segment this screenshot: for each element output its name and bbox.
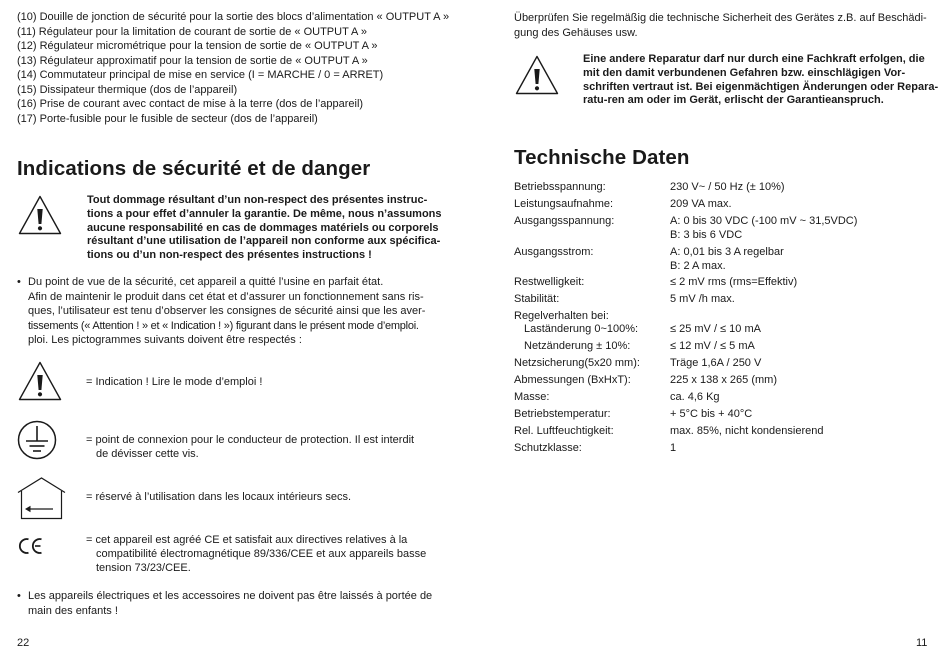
spec-value: 225 x 138 x 265 (mm)	[670, 374, 777, 386]
spec-label: Rel. Luftfeuchtigkeit:	[514, 425, 614, 437]
spec-value: 230 V~ / 50 Hz (± 10%)	[670, 181, 785, 193]
intro-line: gung des Gehäuses usw.	[514, 26, 638, 39]
spec-label: Laständerung 0~100%:	[524, 323, 639, 335]
spec-label: Betriebsspannung:	[514, 181, 606, 193]
warning-line: mit den damit verbundenen Gefahren bzw. einschlägigen Vor-	[583, 66, 906, 79]
ce-label: = cet appareil est agréé CE et satisfait aux directives relatives à la	[86, 534, 408, 546]
spec-value: ≤ 2 mV rms (rms=Effektiv)	[670, 276, 798, 288]
ground-label: = point de connexion pour le conducteur de protection. Il est interdit	[86, 434, 415, 446]
ce-mark-icon	[18, 537, 44, 555]
list-item: (17) Porte-fusible pour le fusible de secteur (dos de l’appareil)	[17, 112, 318, 125]
ground-label: de dévisser cette vis.	[96, 448, 199, 460]
spec-value: ≤ 25 mV / ≤ 10 mA	[670, 323, 761, 335]
spec-label: Regelverhalten bei:	[514, 310, 609, 322]
list-item: (15) Dissipateur thermique (dos de l’appareil)	[17, 83, 238, 96]
spec-label: Abmessungen (BxHxT):	[514, 374, 631, 386]
paragraph-line: tissements (« Attention ! » et « Indication ! ») figurant dans le présent mode d’emploi.	[28, 319, 419, 332]
spec-label: Betriebstemperatur:	[514, 408, 611, 420]
tech-heading: Technische Daten	[514, 146, 690, 169]
warning-line: Tout dommage résultant d’un non-respect des présentes instruc-	[87, 194, 428, 206]
indication-label: = Indication ! Lire le mode d’emploi !	[86, 376, 263, 388]
indoor-house-icon	[17, 477, 67, 520]
ce-label: compatibilité électromagnétique 89/336/CEE et aux appareils basse	[96, 548, 427, 560]
spec-label: Schutzklasse:	[514, 442, 582, 454]
list-item: (12) Régulateur micrométrique pour la tension de sortie de « OUTPUT A »	[17, 40, 378, 52]
warning-triangle-icon	[18, 361, 62, 401]
list-item: (10) Douille de jonction de sécurité pour la sortie des blocs d’alimentation « OUTPUT A »	[17, 11, 450, 23]
warning-line: Eine andere Reparatur darf nur durch eine Fachkraft erfolgen, die	[583, 53, 925, 65]
spec-value: B: 2 A max.	[670, 260, 726, 272]
warning-line: tions ou d’un non-respect des présentes instructions !	[87, 249, 372, 262]
spec-value: Träge 1,6A / 250 V	[670, 357, 762, 369]
spec-value: ≤ 12 mV / ≤ 5 mA	[670, 340, 755, 352]
intro-line: Überprüfen Sie regelmäßig die technische Sicherheit des Gerätes z.B. auf Beschädi-	[514, 12, 927, 24]
list-item: (14) Commutateur principal de mise en service (I = MARCHE / 0 = ARRET)	[17, 69, 384, 81]
paragraph-line: Afin de maintenir le produit dans cet état et d’assurer un fonctionnement sans ris-	[28, 290, 424, 303]
warning-triangle-icon	[18, 195, 62, 235]
spec-value: ca. 4,6 Kg	[670, 391, 720, 403]
spec-label: Restwelligkeit:	[514, 276, 585, 288]
spec-value: 209 VA max.	[670, 197, 732, 210]
warning-line: résultant d’une utilisation de l’appareil non conforme aux spécifica-	[87, 235, 441, 248]
indoor-label: = réservé à l’utilisation dans les locaux intérieurs secs.	[86, 491, 352, 503]
spec-label: Masse:	[514, 391, 550, 403]
list-item: (13) Régulateur approximatif pour la tension de sortie de « OUTPUT A »	[17, 54, 368, 67]
list-item: (11) Régulateur pour la limitation de courant de sortie de « OUTPUT A »	[17, 25, 367, 38]
safety-heading: Indications de sécurité et de danger	[17, 157, 371, 180]
spec-value: A: 0,01 bis 3 A regelbar	[670, 246, 784, 258]
warning-line: tions a pour effet d’annuler la garantie. De même, nous n’assumons	[87, 207, 442, 220]
warning-line: schriften vertraut ist. Bei eigenmächtigen Änderungen oder Repara-	[583, 80, 939, 93]
spec-label: Netzänderung ± 10%:	[524, 340, 631, 352]
spec-label: Ausgangsstrom:	[514, 246, 594, 258]
warning-line: ratu-ren am oder im Gerät, erlischt der Garantieanspruch.	[583, 94, 884, 107]
spec-value: A: 0 bis 30 VDC (-100 mV ~ 31,5VDC)	[670, 214, 858, 227]
protective-earth-icon	[17, 420, 57, 460]
warning-triangle-icon	[515, 55, 559, 95]
spec-value: B: 3 bis 6 VDC	[670, 228, 743, 241]
paragraph-line: main des enfants !	[28, 604, 118, 617]
spec-label: Leistungsaufnahme:	[514, 197, 614, 210]
spec-label: Ausgangsspannung:	[514, 214, 615, 227]
list-item: (16) Prise de courant avec contact de mise à la terre (dos de l’appareil)	[17, 98, 364, 110]
page-number: 11	[916, 637, 928, 649]
spec-value: max. 85%, nicht kondensierend	[670, 425, 824, 437]
page-number: 22	[17, 637, 30, 649]
warning-line: aucune responsabilité en cas de dommages matériels ou corporels	[87, 221, 439, 234]
paragraph-line: ploi. Les pictogrammes suivants doivent être respectés :	[28, 334, 302, 346]
paragraph-line: Les appareils électriques et les accessoires ne doivent pas être laissés à portée de	[28, 590, 433, 602]
paragraph-line: ques, l’utilisateur est tenu d’observer les consignes de sécurité ainsi que les aver-	[28, 305, 426, 317]
spec-label: Stabilität:	[514, 293, 560, 305]
bullet-marker: •	[17, 276, 21, 288]
ce-label: tension 73/23/CEE.	[96, 562, 191, 574]
spec-value: 1	[670, 442, 677, 454]
spec-value: 5 mV /h max.	[670, 293, 735, 305]
paragraph-line: Du point de vue de la sécurité, cet appareil a quitté l’usine en parfait état.	[28, 276, 384, 288]
spec-label: Netzsicherung(5x20 mm):	[514, 357, 640, 369]
spec-value: + 5°C bis + 40°C	[670, 408, 753, 420]
bullet-marker: •	[17, 590, 21, 602]
